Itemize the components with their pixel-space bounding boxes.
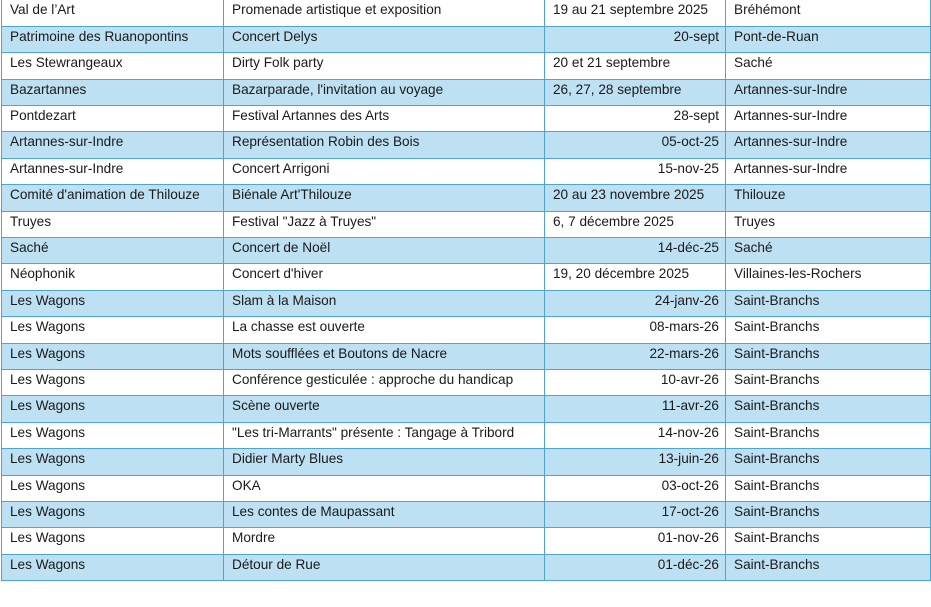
event-cell: Concert de Noël xyxy=(224,238,545,264)
location-cell: Saché xyxy=(726,238,931,264)
date-cell: 14-nov-26 xyxy=(545,422,726,448)
date-cell: 17-oct-26 xyxy=(545,501,726,527)
organizer-cell: Patrimoine des Ruanopontins xyxy=(2,26,224,52)
organizer-cell: Les Wagons xyxy=(2,501,224,527)
organizer-cell: Les Stewrangeaux xyxy=(2,53,224,79)
date-cell: 6, 7 décembre 2025 xyxy=(545,211,726,237)
organizer-cell: Val de l’Art xyxy=(2,0,224,26)
date-cell: 05-oct-25 xyxy=(545,132,726,158)
table-row xyxy=(2,528,931,554)
table-row xyxy=(2,238,931,264)
location-cell: Saint-Branchs xyxy=(726,554,931,580)
organizer-cell: Les Wagons xyxy=(2,475,224,501)
date-cell: 01-nov-26 xyxy=(545,528,726,554)
location-cell: Saint-Branchs xyxy=(726,528,931,554)
table-row xyxy=(2,449,931,475)
date-cell: 20-sept xyxy=(545,26,726,52)
table-row xyxy=(2,79,931,105)
date-cell: 20 et 21 septembre xyxy=(545,53,726,79)
event-cell: Promenade artistique et exposition xyxy=(224,0,545,26)
event-cell: Scène ouverte xyxy=(224,396,545,422)
date-cell: 28-sept xyxy=(545,106,726,132)
event-cell: Didier Marty Blues xyxy=(224,449,545,475)
event-cell: Mordre xyxy=(224,528,545,554)
date-cell: 13-juin-26 xyxy=(545,449,726,475)
table-row xyxy=(2,343,931,369)
organizer-cell: Comité d'animation de Thilouze xyxy=(2,185,224,211)
table-row xyxy=(2,158,931,184)
event-cell: Biénale Art'Thilouze xyxy=(224,185,545,211)
table-row xyxy=(2,53,931,79)
events-table xyxy=(1,0,931,581)
location-cell: Saint-Branchs xyxy=(726,449,931,475)
event-cell: Festival Artannes des Arts xyxy=(224,106,545,132)
event-cell: Slam à la Maison xyxy=(224,290,545,316)
date-cell: 10-avr-26 xyxy=(545,369,726,395)
organizer-cell: Truyes xyxy=(2,211,224,237)
organizer-cell: Les Wagons xyxy=(2,528,224,554)
organizer-cell: Les Wagons xyxy=(2,449,224,475)
location-cell: Saché xyxy=(726,53,931,79)
event-cell: Dirty Folk party xyxy=(224,53,545,79)
event-cell: "Les tri-Marrants" présente : Tangage à Tribord xyxy=(224,422,545,448)
date-cell: 11-avr-26 xyxy=(545,396,726,422)
table-row xyxy=(2,475,931,501)
date-cell: 19, 20 décembre 2025 xyxy=(545,264,726,290)
events-table-body xyxy=(2,0,931,581)
location-cell: Thilouze xyxy=(726,185,931,211)
table-row xyxy=(2,185,931,211)
date-cell: 22-mars-26 xyxy=(545,343,726,369)
event-cell: Bazarparade, l'invitation au voyage xyxy=(224,79,545,105)
organizer-cell: Les Wagons xyxy=(2,290,224,316)
event-cell: Conférence gesticulée : approche du handicap xyxy=(224,369,545,395)
table-row xyxy=(2,317,931,343)
organizer-cell: Les Wagons xyxy=(2,317,224,343)
location-cell: Saint-Branchs xyxy=(726,422,931,448)
organizer-cell: Artannes-sur-Indre xyxy=(2,158,224,184)
table-row xyxy=(2,554,931,580)
organizer-cell: Artannes-sur-Indre xyxy=(2,132,224,158)
event-cell: Mots soufflées et Boutons de Nacre xyxy=(224,343,545,369)
location-cell: Artannes-sur-Indre xyxy=(726,79,931,105)
date-cell: 03-oct-26 xyxy=(545,475,726,501)
date-cell: 14-déc-25 xyxy=(545,238,726,264)
organizer-cell: Bazartannes xyxy=(2,79,224,105)
table-row xyxy=(2,422,931,448)
event-cell: Festival "Jazz à Truyes" xyxy=(224,211,545,237)
location-cell: Truyes xyxy=(726,211,931,237)
table-row xyxy=(2,26,931,52)
organizer-cell: Saché xyxy=(2,238,224,264)
event-cell: La chasse est ouverte xyxy=(224,317,545,343)
organizer-cell: Néophonik xyxy=(2,264,224,290)
location-cell: Pont-de-Ruan xyxy=(726,26,931,52)
location-cell: Saint-Branchs xyxy=(726,290,931,316)
table-row xyxy=(2,264,931,290)
table-row xyxy=(2,501,931,527)
event-cell: Détour de Rue xyxy=(224,554,545,580)
table-row xyxy=(2,369,931,395)
location-cell: Saint-Branchs xyxy=(726,343,931,369)
table-row xyxy=(2,396,931,422)
organizer-cell: Les Wagons xyxy=(2,343,224,369)
location-cell: Villaines-les-Rochers xyxy=(726,264,931,290)
table-row xyxy=(2,0,931,26)
event-cell: Concert d'hiver xyxy=(224,264,545,290)
date-cell: 20 au 23 novembre 2025 xyxy=(545,185,726,211)
organizer-cell: Les Wagons xyxy=(2,422,224,448)
table-row xyxy=(2,211,931,237)
location-cell: Artannes-sur-Indre xyxy=(726,132,931,158)
event-cell: Représentation Robin des Bois xyxy=(224,132,545,158)
event-cell: Les contes de Maupassant xyxy=(224,501,545,527)
location-cell: Saint-Branchs xyxy=(726,317,931,343)
date-cell: 15-nov-25 xyxy=(545,158,726,184)
table-row xyxy=(2,132,931,158)
location-cell: Artannes-sur-Indre xyxy=(726,158,931,184)
event-cell: Concert Delys xyxy=(224,26,545,52)
date-cell: 08-mars-26 xyxy=(545,317,726,343)
location-cell: Bréhémont xyxy=(726,0,931,26)
organizer-cell: Pontdezart xyxy=(2,106,224,132)
organizer-cell: Les Wagons xyxy=(2,554,224,580)
event-cell: OKA xyxy=(224,475,545,501)
location-cell: Saint-Branchs xyxy=(726,501,931,527)
location-cell: Artannes-sur-Indre xyxy=(726,106,931,132)
event-cell: Concert Arrigoni xyxy=(224,158,545,184)
table-row xyxy=(2,106,931,132)
location-cell: Saint-Branchs xyxy=(726,396,931,422)
table-row xyxy=(2,290,931,316)
date-cell: 24-janv-26 xyxy=(545,290,726,316)
organizer-cell: Les Wagons xyxy=(2,396,224,422)
date-cell: 26, 27, 28 septembre xyxy=(545,79,726,105)
date-cell: 19 au 21 septembre 2025 xyxy=(545,0,726,26)
location-cell: Saint-Branchs xyxy=(726,475,931,501)
location-cell: Saint-Branchs xyxy=(726,369,931,395)
organizer-cell: Les Wagons xyxy=(2,369,224,395)
date-cell: 01-déc-26 xyxy=(545,554,726,580)
